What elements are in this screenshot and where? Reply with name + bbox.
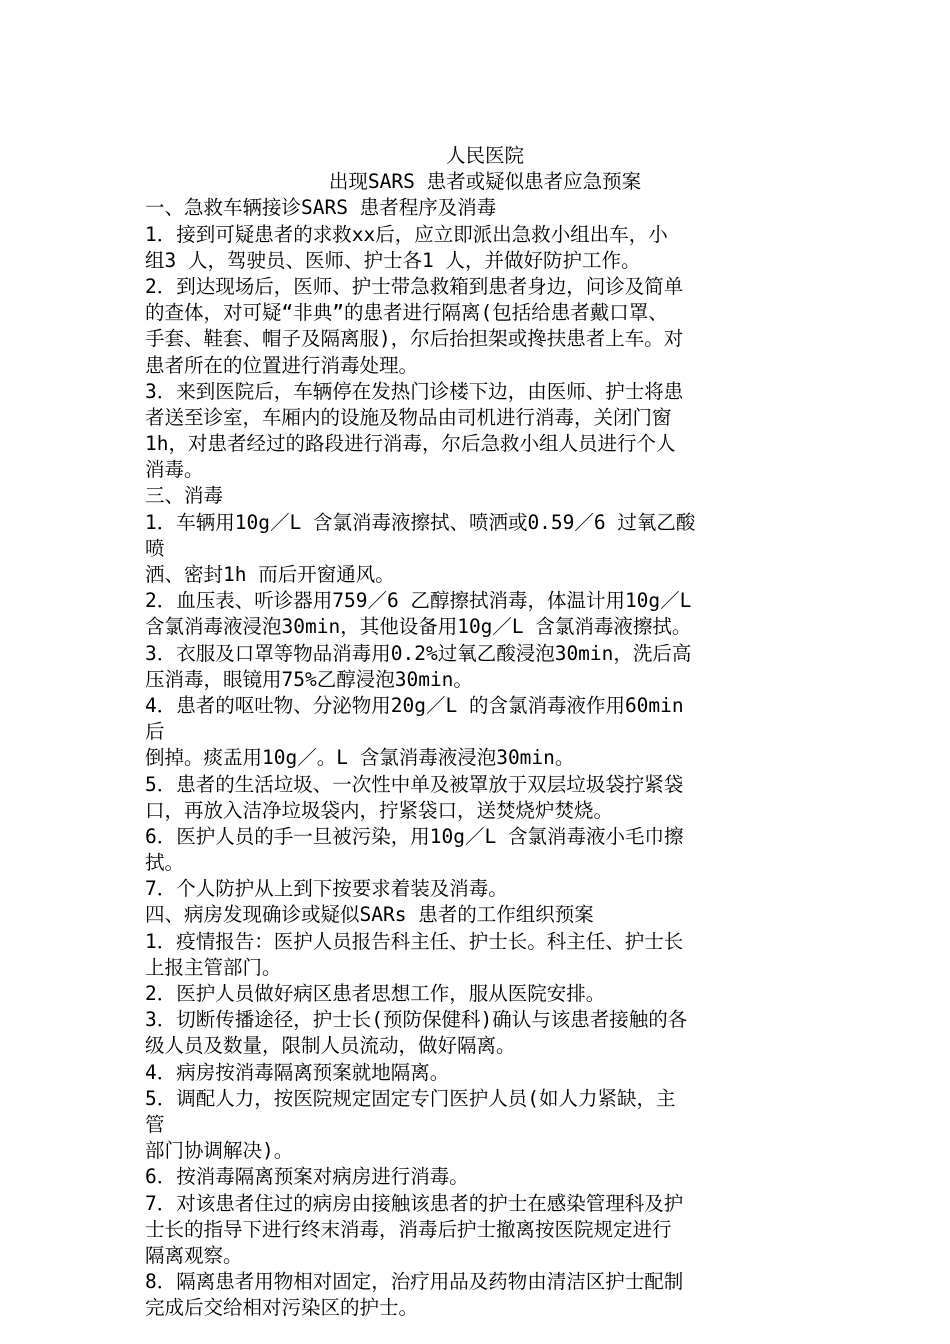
document-title: 人民医院 — [445, 144, 524, 167]
document-line: 四、病房发现确诊或疑似SARs 患者的工作组织预案 — [145, 903, 594, 927]
document-line: 后 — [145, 720, 165, 744]
document-line: 一、急救车辆接诊SARS 患者程序及消毒 — [145, 196, 497, 220]
document-line: 手套、鞋套、帽子及隔离服)，尔后抬担架或搀扶患者上车。对 — [145, 327, 684, 351]
document-line: 士长的指导下进行终末消毒，消毒后护士撤离按医院规定进行 — [145, 1217, 672, 1241]
document-line: 倒掉。痰盂用10g／。L 含氯消毒液浸泡30min。 — [145, 746, 575, 770]
document-line: 1．接到可疑患者的求救xx后，应立即派出急救小组出车，小 — [145, 222, 668, 246]
document-line: 7．个人防护从上到下按要求着装及消毒。 — [145, 877, 508, 901]
document-line: 5．患者的生活垃圾、一次性中单及被罩放于双层垃圾袋拧紧袋 — [145, 772, 684, 796]
document-line: 4．病房按消毒隔离预案就地隔离。 — [145, 1060, 450, 1084]
document-line: 2．血压表、听诊器用759／6 乙醇擦拭消毒，体温计用10g／L — [145, 589, 692, 613]
document-line: 1．车辆用10g／L 含氯消毒液擦拭、喷洒或0.59／6 过氧乙酸 — [145, 510, 696, 534]
document-line: 消毒。 — [145, 458, 204, 482]
document-line: 2．到达现场后，医师、护士带急救箱到患者身边，问诊及简单 — [145, 274, 684, 298]
document-line: 含氯消毒液浸泡30min，其他设备用10g／L 含氯消毒液擦拭。 — [145, 615, 692, 639]
document-line: 口，再放入洁净垃圾袋内，拧紧袋口，送焚烧炉焚烧。 — [145, 798, 614, 822]
document-line: 2．医护人员做好病区患者思想工作，服从医院安排。 — [145, 982, 606, 1005]
document-line: 3．来到医院后，车辆停在发热门诊楼下边，由医师、护士将患 — [145, 379, 684, 403]
document-line: 7．对该患者住过的病房由接触该患者的护士在感染管理科及护 — [145, 1191, 684, 1215]
document-line: 8．隔离患者用物相对固定，治疗用品及药物由清洁区护士配制 — [145, 1270, 684, 1294]
document-line: 级人员及数量，限制人员流动，做好隔离。 — [145, 1034, 516, 1058]
document-line: 者送至诊室，车厢内的设施及物品由司机进行消毒，关闭门窗 — [145, 405, 672, 429]
document-line: 1．疫情报告：医护人员报告科主任、护士长。科主任、护士长 — [145, 929, 684, 953]
document-line: 6．按消毒隔离预案对病房进行消毒。 — [145, 1165, 469, 1189]
document-line: 三、消毒 — [145, 484, 224, 508]
document-line: 3．衣服及口罩等物品消毒用0.2%过氧乙酸浸泡30min，洗后高 — [145, 641, 692, 665]
document-line: 洒、密封1h 而后开窗通风。 — [145, 563, 395, 586]
document-line: 上报主管部门。 — [145, 955, 282, 979]
document-line: 5．调配人力，按医院规定固定专门医护人员(如人力紧缺，主 — [145, 1086, 676, 1110]
document-line: 喷 — [145, 536, 165, 560]
document-body — [145, 195, 805, 1321]
document-page — [145, 143, 805, 1321]
document-line: 的查体，对可疑“非典”的患者进行隔离(包括给患者戴口罩、 — [145, 301, 668, 325]
document-line: 管 — [145, 1112, 165, 1136]
document-line: 拭。 — [145, 851, 185, 875]
document-line: 压消毒，眼镜用75%乙醇浸泡30min。 — [145, 667, 473, 691]
document-line: 组3 人，驾驶员、医师、护士各1 人，并做好防护工作。 — [145, 248, 641, 272]
document-line: 患者所在的位置进行消毒处理。 — [145, 353, 419, 377]
document-line: 隔离观察。 — [145, 1243, 243, 1267]
document-line: 3．切断传播途径，护士长(预防保健科)确认与该患者接触的各 — [145, 1008, 688, 1032]
document-line: 部门协调解决)。 — [145, 1139, 294, 1163]
document-line: 4．患者的呕吐物、分泌物用20g／L 的含氯消毒液作用60min — [145, 693, 684, 717]
document-subtitle: 出现SARS 患者或疑似患者应急预案 — [328, 170, 642, 194]
document-line: 完成后交给相对污染区的护士。 — [145, 1296, 419, 1320]
document-line: 6．医护人员的手一旦被污染，用10g／L 含氯消毒液小毛巾擦 — [145, 824, 684, 848]
document-line: 1h，对患者经过的路段进行消毒，尔后急救小组人员进行个人 — [145, 432, 676, 456]
